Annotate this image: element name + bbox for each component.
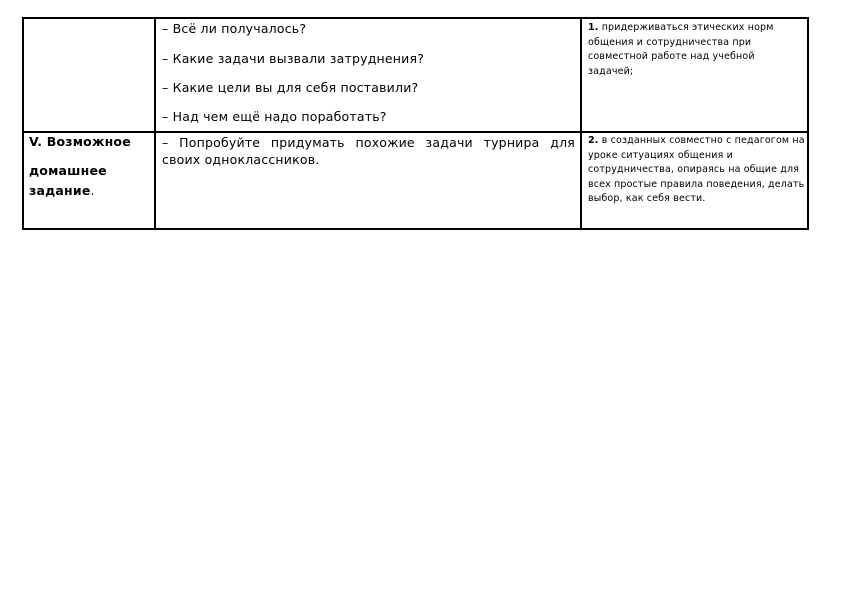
outcome-text: придерживаться этических норм общения и сотрудничества при совместной работе над учебной задачей; xyxy=(588,22,774,77)
stage-title-word: домашнее xyxy=(29,163,107,178)
lesson-plan-table xyxy=(22,17,809,230)
stage-title-line xyxy=(29,134,153,149)
column-divider-2 xyxy=(580,19,582,228)
stage-title-word: задание xyxy=(29,183,91,198)
row2-stage-cell xyxy=(29,134,153,228)
row2-homework-cell xyxy=(162,134,575,228)
stage-title-line xyxy=(29,183,153,198)
outcome-text: в созданных совместно с педагогом на уроке ситуациях общения и сотрудничества, опираясь на общие для всех простые правила поведения, делать выбор, как себя вести. xyxy=(588,135,805,204)
outcome-number: 2. xyxy=(588,135,599,146)
stage-number: V. xyxy=(29,134,43,149)
question-line: – Над чем ещё надо поработать? xyxy=(162,109,387,124)
row1-outcome-cell xyxy=(588,21,803,129)
question-line: – Всё ли получалось? xyxy=(162,21,307,36)
stage-title-period: . xyxy=(90,183,95,198)
row-divider xyxy=(24,131,807,133)
row1-questions-cell xyxy=(156,19,580,131)
question-line: – Какие цели вы для себя поставили? xyxy=(162,80,419,95)
stage-title-line xyxy=(29,163,153,178)
question-line: – Какие задачи вызвали затруднения? xyxy=(162,51,425,66)
stage-title-word: Возможное xyxy=(42,134,131,149)
row2-outcome-cell xyxy=(588,134,805,228)
outcome-number: 1. xyxy=(588,22,599,33)
row1-stage-cell xyxy=(24,19,154,131)
homework-text: – Попробуйте придумать похожие задачи турнира для своих одноклассников. xyxy=(162,135,575,167)
